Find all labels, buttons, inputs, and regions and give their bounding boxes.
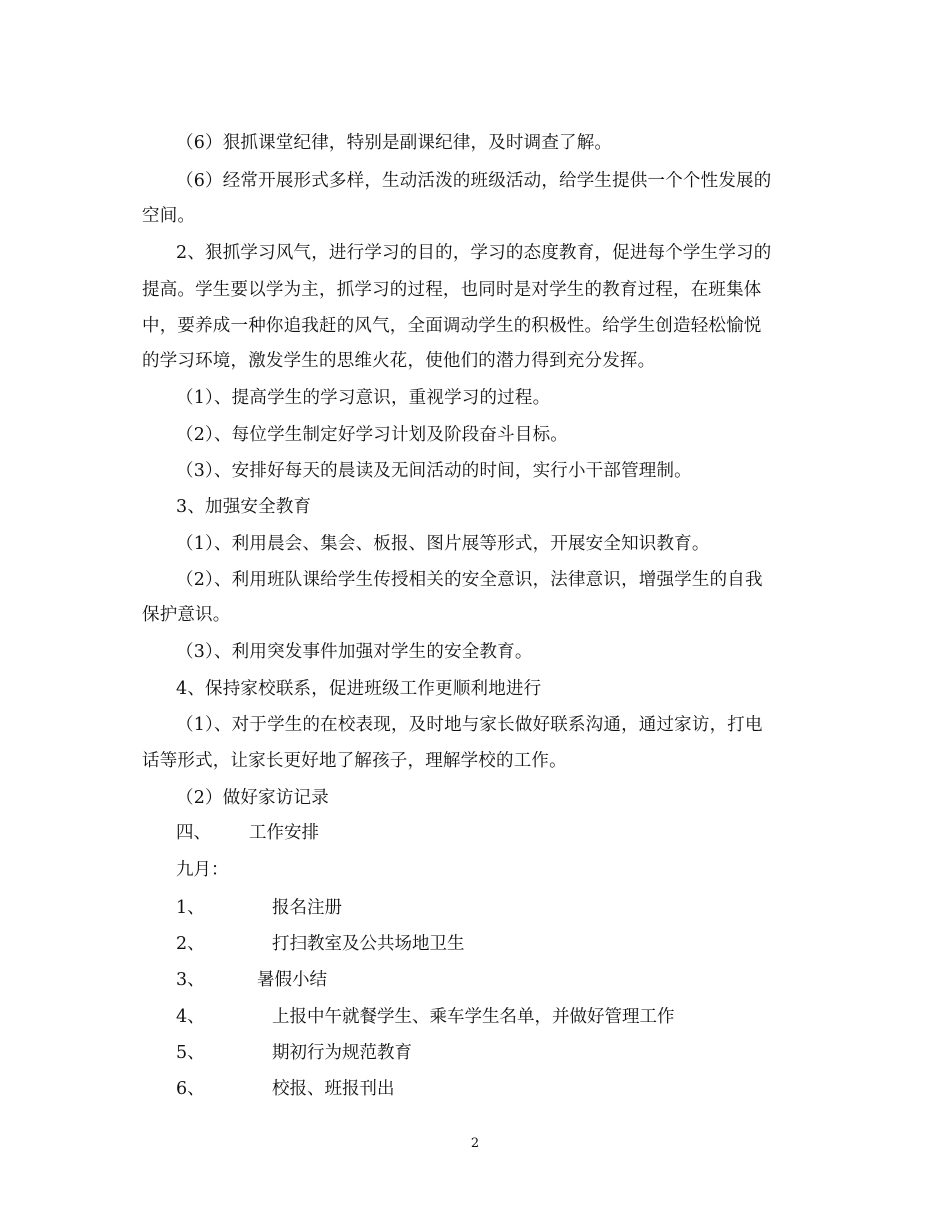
task-text: 报名注册 (272, 898, 342, 918)
paragraph-line: （6）狠抓课堂纪律，特别是副课纪律，及时调查了解。 (176, 133, 613, 153)
paragraph-line: （1）、提高学生的学习意识，重视学习的过程。 (176, 388, 551, 408)
task-number: 6、 (176, 1079, 205, 1099)
task-text: 期初行为规范教育 (272, 1043, 412, 1063)
paragraph-line: 的学习环境，激发学生的思维火花，使他们的潜力得到充分发挥。 (142, 351, 656, 371)
task-number: 1、 (176, 898, 205, 918)
paragraph-line: （3）、利用突发事件加强对学生的安全教育。 (176, 642, 533, 662)
section-heading: 4、保持家校联系，促进班级工作更顺利地进行 (176, 679, 542, 699)
section-number: 四、 (176, 823, 211, 843)
paragraph-line: （6）经常开展形式多样，生动活泼的班级活动，给学生提供一个个性发展的 (176, 171, 772, 191)
section-title: 工作安排 (249, 823, 319, 843)
page-number: 2 (470, 1136, 480, 1151)
task-text: 上报中午就餐学生、乘车学生名单，并做好管理工作 (272, 1007, 675, 1027)
paragraph-line: 话等形式，让家长更好地了解孩子，理解学校的工作。 (142, 751, 567, 771)
paragraph-line: （2）、每位学生制定好学习计划及阶段奋斗目标。 (176, 425, 568, 445)
section-heading: 3、加强安全教育 (176, 497, 312, 517)
task-text: 暑假小结 (257, 970, 327, 990)
task-number: 5、 (176, 1043, 205, 1063)
task-number: 4、 (176, 1007, 205, 1027)
paragraph-line: （3）、安排好每天的晨读及无间活动的时间，实行小干部管理制。 (176, 461, 692, 481)
paragraph-line: 中，要养成一种你追我赶的风气，全面调动学生的积极性。给学生创造轻松愉悦 (142, 316, 762, 336)
paragraph-line: （2）做好家访记录 (176, 788, 329, 808)
paragraph-line: 2、狠抓学习风气，进行学习的目的，学习的态度教育，促进每个学生学习的 (176, 243, 772, 263)
month-label: 九月： (176, 860, 229, 880)
paragraph-line: （2）、利用班队课给学生传授相关的安全意识，法律意识，增强学生的自我 (176, 570, 763, 590)
paragraph-line: 保护意识。 (142, 605, 231, 625)
paragraph-line: 空间。 (142, 206, 196, 226)
paragraph-line: （1）、利用晨会、集会、板报、图片展等形式，开展安全知识教育。 (176, 534, 710, 554)
task-text: 打扫教室及公共场地卫生 (272, 934, 465, 954)
task-text: 校报、班报刊出 (272, 1079, 395, 1099)
task-number: 3、 (176, 970, 205, 990)
task-number: 2、 (176, 934, 205, 954)
paragraph-line: （1）、对于学生的在校表现，及时地与家长做好联系沟通，通过家访，打电 (176, 715, 763, 735)
paragraph-line: 提高。学生要以学为主，抓学习的过程，也同时是对学生的教育过程，在班集体 (142, 280, 762, 300)
